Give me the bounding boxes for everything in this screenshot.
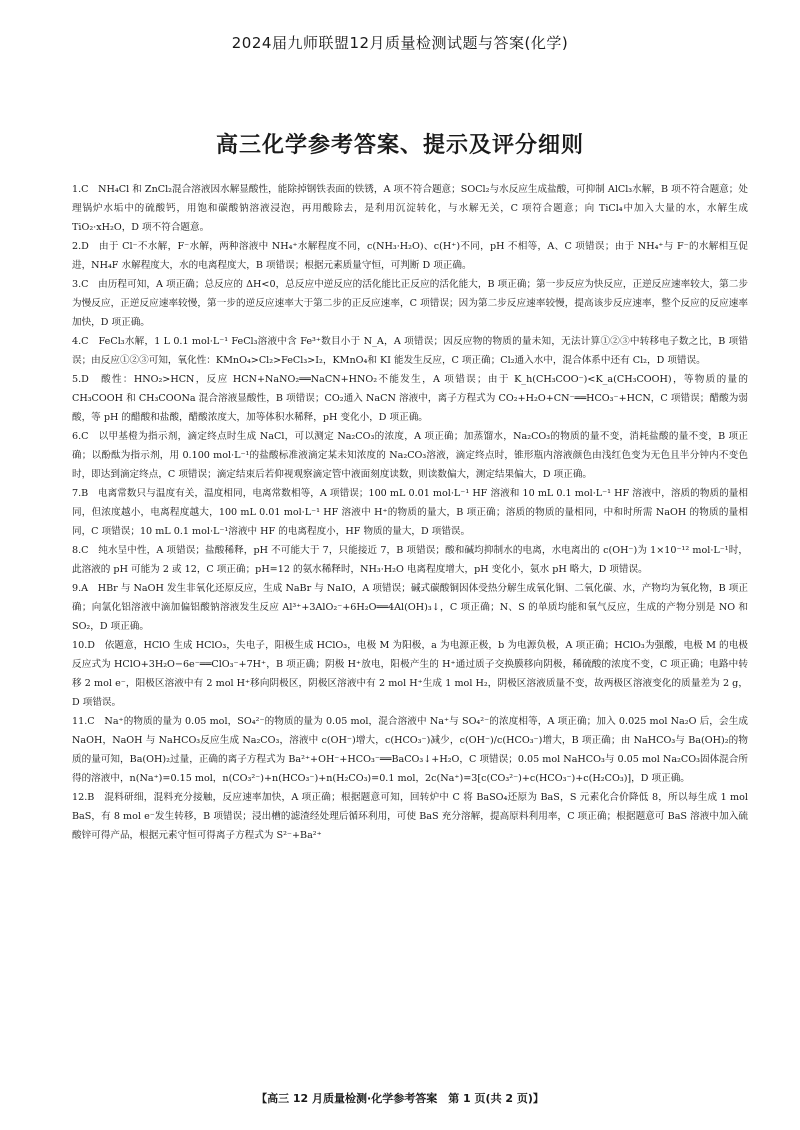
answer-number: 8.C — [72, 545, 89, 556]
answer-item — [72, 712, 748, 788]
answer-text: 电离常数只与温度有关，温度相同，电离常数相等，A 项错误；100 mL 0.01 mol·L⁻¹ HF 溶液和 10 mL 0.1 mol·L⁻¹ HF 溶液中，溶质的物质的量相同，但浓度越小，电离程度越大，100 mL 0.01 mol·L⁻¹ HF 溶液中 H⁺的物质的量大，B 项正确；溶质的物质的量相同，中和时所需 NaOH 的物质的量相同，C 项错误；10 mL 0.1 mol·L⁻¹溶液中 HF 的电离程度小，HF 物质的量大，D 项错误。 — [72, 488, 749, 537]
answer-text: 依题意，HClO 生成 HClO₃，失电子，阳极生成 HClO₃，电极 M 为阳极，a 为电源正极，b 为电源负极，A 项正确；HClO₃为强酸，电极 M 的电极反应式为 HClO+3H₂O−6e⁻══ClO₃⁻+7H⁺，B 项正确；阴极 H⁺放电，阳极产生的 H⁺通过质子交换膜移向阴极，稀硫酸的浓度不变，C 项正确；电路中转移 2 mol e⁻，阳极区溶液中有 2 mol H⁺移向阴极区，阴极区溶液中有 2 mol H⁺生成 1 mol H₂，阴极区溶液质量不变，故两极区溶液变化的质量差为 2 g，D 项错误。 — [72, 640, 749, 708]
answer-list — [72, 180, 748, 845]
answer-number: 10.D — [72, 640, 95, 651]
answer-text: 纯水呈中性，A 项错误；盐酸稀释，pH 不可能大于 7，只能接近 7，B 项错误；酸和碱均抑制水的电离，水电离出的 c(OH⁻)为 1×10⁻¹² mol·L⁻¹时，此溶液的 pH 可能为 2 或 12，C 项正确；pH=12 的氨水稀释时，NH₃·H₂O 电离程度增大，pH 变化小，氨水 pH 略大，D 项错误。 — [72, 545, 749, 575]
answer-number: 6.C — [72, 431, 89, 442]
answer-item — [72, 427, 748, 484]
answer-text: 由历程可知，A 项正确；总反应的 ΔH<0，总反应中逆反应的活化能比正反应的活化能大，B 项正确；第一步反应为快反应，正逆反应速率较大，第二步为慢反应，正逆反应速率较慢，第一步的逆反应速率大于第二步的正反应速率，C 项错误；因为第二步反应速率较慢，提高该步反应速率，整个反应的反应速率加快，D 项正确。 — [72, 279, 749, 328]
answer-number: 7.B — [72, 488, 89, 499]
page-title: 高三化学参考答案、提示及评分细则 — [215, 133, 584, 158]
answer-item — [72, 275, 748, 332]
answer-number: 2.D — [72, 241, 89, 252]
answer-item — [72, 237, 748, 275]
answer-item — [72, 541, 748, 579]
answer-text: FeCl₃水解，1 L 0.1 mol·L⁻¹ FeCl₃溶液中含 Fe³⁺数目小于 N_A，A 项错误；因反应物的物质的量未知，无法计算①②③中转移电子数之比，B 项错误；由反应①②③可知，氧化性：KMnO₄>Cl₂>FeCl₃>I₂，KMnO₄和 KI 能发生反应，C 项正确；Cl₂通入水中，混合体系中还有 Cl₂，D 项错误。 — [72, 336, 749, 366]
answer-item — [72, 579, 748, 636]
answer-item — [72, 636, 748, 712]
answer-number: 12.B — [72, 792, 95, 803]
page-footer: 【高三 12 月质量检测·化学参考答案 第 1 页(共 2 页)】 — [256, 1092, 544, 1105]
answer-number: 11.C — [72, 716, 95, 727]
answer-number: 5.D — [72, 374, 89, 385]
answer-item — [72, 180, 748, 237]
answer-text: 酸性：HNO₂>HCN，反应 HCN+NaNO₂══NaCN+HNO₂不能发生，A 项错误；由于 K_h(CH₃COO⁻)<K_a(CH₃COOH)，等物质的量的 CH₃COOH 和 CH₃COONa 混合溶液显酸性，B 项错误；CO₂通入 NaCN 溶液中，离子方程式为 CO₂+H₂O+CN⁻══HCO₃⁻+HCN，C 项错误；醋酸为弱酸，等 pH 的醋酸和盐酸，醋酸浓度大，加等体积水稀释，pH 变化小，D 项正确。 — [72, 374, 748, 423]
answer-item — [72, 484, 748, 541]
answer-text: 由于 Cl⁻不水解，F⁻水解，两种溶液中 NH₄⁺水解程度不同，c(NH₃·H₂O)、c(H⁺)不同，pH 不相等，A、C 项错误；由于 NH₄⁺与 F⁻的水解相互促进，NH₄F 水解程度大，水的电离程度大，B 项错误；根据元素质量守恒，可判断 D 项正确。 — [72, 241, 749, 271]
answer-number: 9.A — [72, 583, 89, 594]
answer-text: HBr 与 NaOH 发生非氧化还原反应，生成 NaBr 与 NaIO，A 项错误；碱式碳酸铜因体受热分解生成氧化铜、二氧化碳、水，产物均为氧化物，B 项正确；向氯化铝溶液中滴加偏铝酸钠溶液发生反应 Al³⁺+3AlO₂⁻+6H₂O══4Al(OH)₃↓，C 项正确；N、S 的单质均能和氧气反应，生成的产物分别是 NO 和 SO₂，D 项正确。 — [72, 583, 749, 632]
answer-text: Na⁺的物质的量为 0.05 mol，SO₄²⁻的物质的量为 0.05 mol，混合溶液中 Na⁺与 SO₄²⁻的浓度相等，A 项正确；加入 0.025 mol Na₂O 后，会生成 NaOH，NaOH 与 NaHCO₃反应生成 Na₂CO₃，溶液中 c(OH⁻)增大，c(HCO₃⁻)减少，c(OH⁻)/c(HCO₃⁻)增大，B 项正确；由 NaHCO₃与 Ba(OH)₂的物质的量可知，Ba(OH)₂过量，正确的离子方程式为 Ba²⁺+OH⁻+HCO₃⁻══BaCO₃↓+H₂O，C 项错误；0.05 mol NaHCO₃与 0.05 mol Na₂CO₃固体混合所得的溶液中，n(Na⁺)=0.15 mol，n(CO₃²⁻)+n(HCO₃⁻)+n(H₂CO₃)=0.1 mol，2c(Na⁺)=3[c(CO₃²⁻)+c(HCO₃⁻)+c(H₂CO₃)]，D 项正确。 — [72, 716, 748, 784]
top-title: 2024届九师联盟12月质量检测试题与答案(化学) — [231, 34, 569, 52]
answer-item — [72, 370, 748, 427]
answer-item — [72, 332, 748, 370]
answer-number: 1.C — [72, 184, 89, 195]
answer-number: 3.C — [72, 279, 89, 290]
answer-text: NH₄Cl 和 ZnCl₂混合溶液因水解显酸性，能除掉钢铁表面的铁锈，A 项不符合题意；SOCl₂与水反应生成盐酸，可抑制 AlCl₃水解，B 项不符合题意；处理锅炉水垢中的硫酸钙，用饱和碳酸钠溶液浸泡，再用酸除去，是利用沉淀转化，与水解无关，C 项符合题意；向 TiCl₄中加入大量的水，水解生成 TiO₂·xH₂O，D 项不符合题意。 — [72, 184, 748, 233]
answer-text: 混料研细，混料充分接触，反应速率加快，A 项正确；根据题意可知，回转炉中 C 将 BaSO₄还原为 BaS，S 元素化合价降低 8，所以每生成 1 mol BaS，有 8 mol e⁻发生转移，B 项错误；浸出槽的滤渣经处理后循环利用，可使 BaS 充分溶解，提高原料利用率，C 项正确；根据题意可 BaS 溶液中加入硫酸锌可得产品，根据元素守恒可得离子方程式为 S²⁻+Ba²⁺ — [72, 792, 748, 841]
answer-item — [72, 788, 748, 845]
answer-number: 4.C — [72, 336, 89, 347]
answer-text: 以甲基橙为指示剂，滴定终点时生成 NaCl，可以测定 Na₂CO₃的浓度，A 项正确；加蒸馏水，Na₂CO₃的物质的量不变，消耗盐酸的量不变，B 项正确；以酚酞为指示剂，用 0.100 mol·L⁻¹的盐酸标准液滴定某未知浓度的 Na₂CO₃溶液，滴定终点时，锥形瓶内溶液颜色由浅红色变为无色且半分钟内不变色时，即达到滴定终点，C 项错误；滴定结束后若仰视观察滴定管中液面刻度读数，则读数偏大，测定结果偏大，D 项正确。 — [72, 431, 749, 480]
